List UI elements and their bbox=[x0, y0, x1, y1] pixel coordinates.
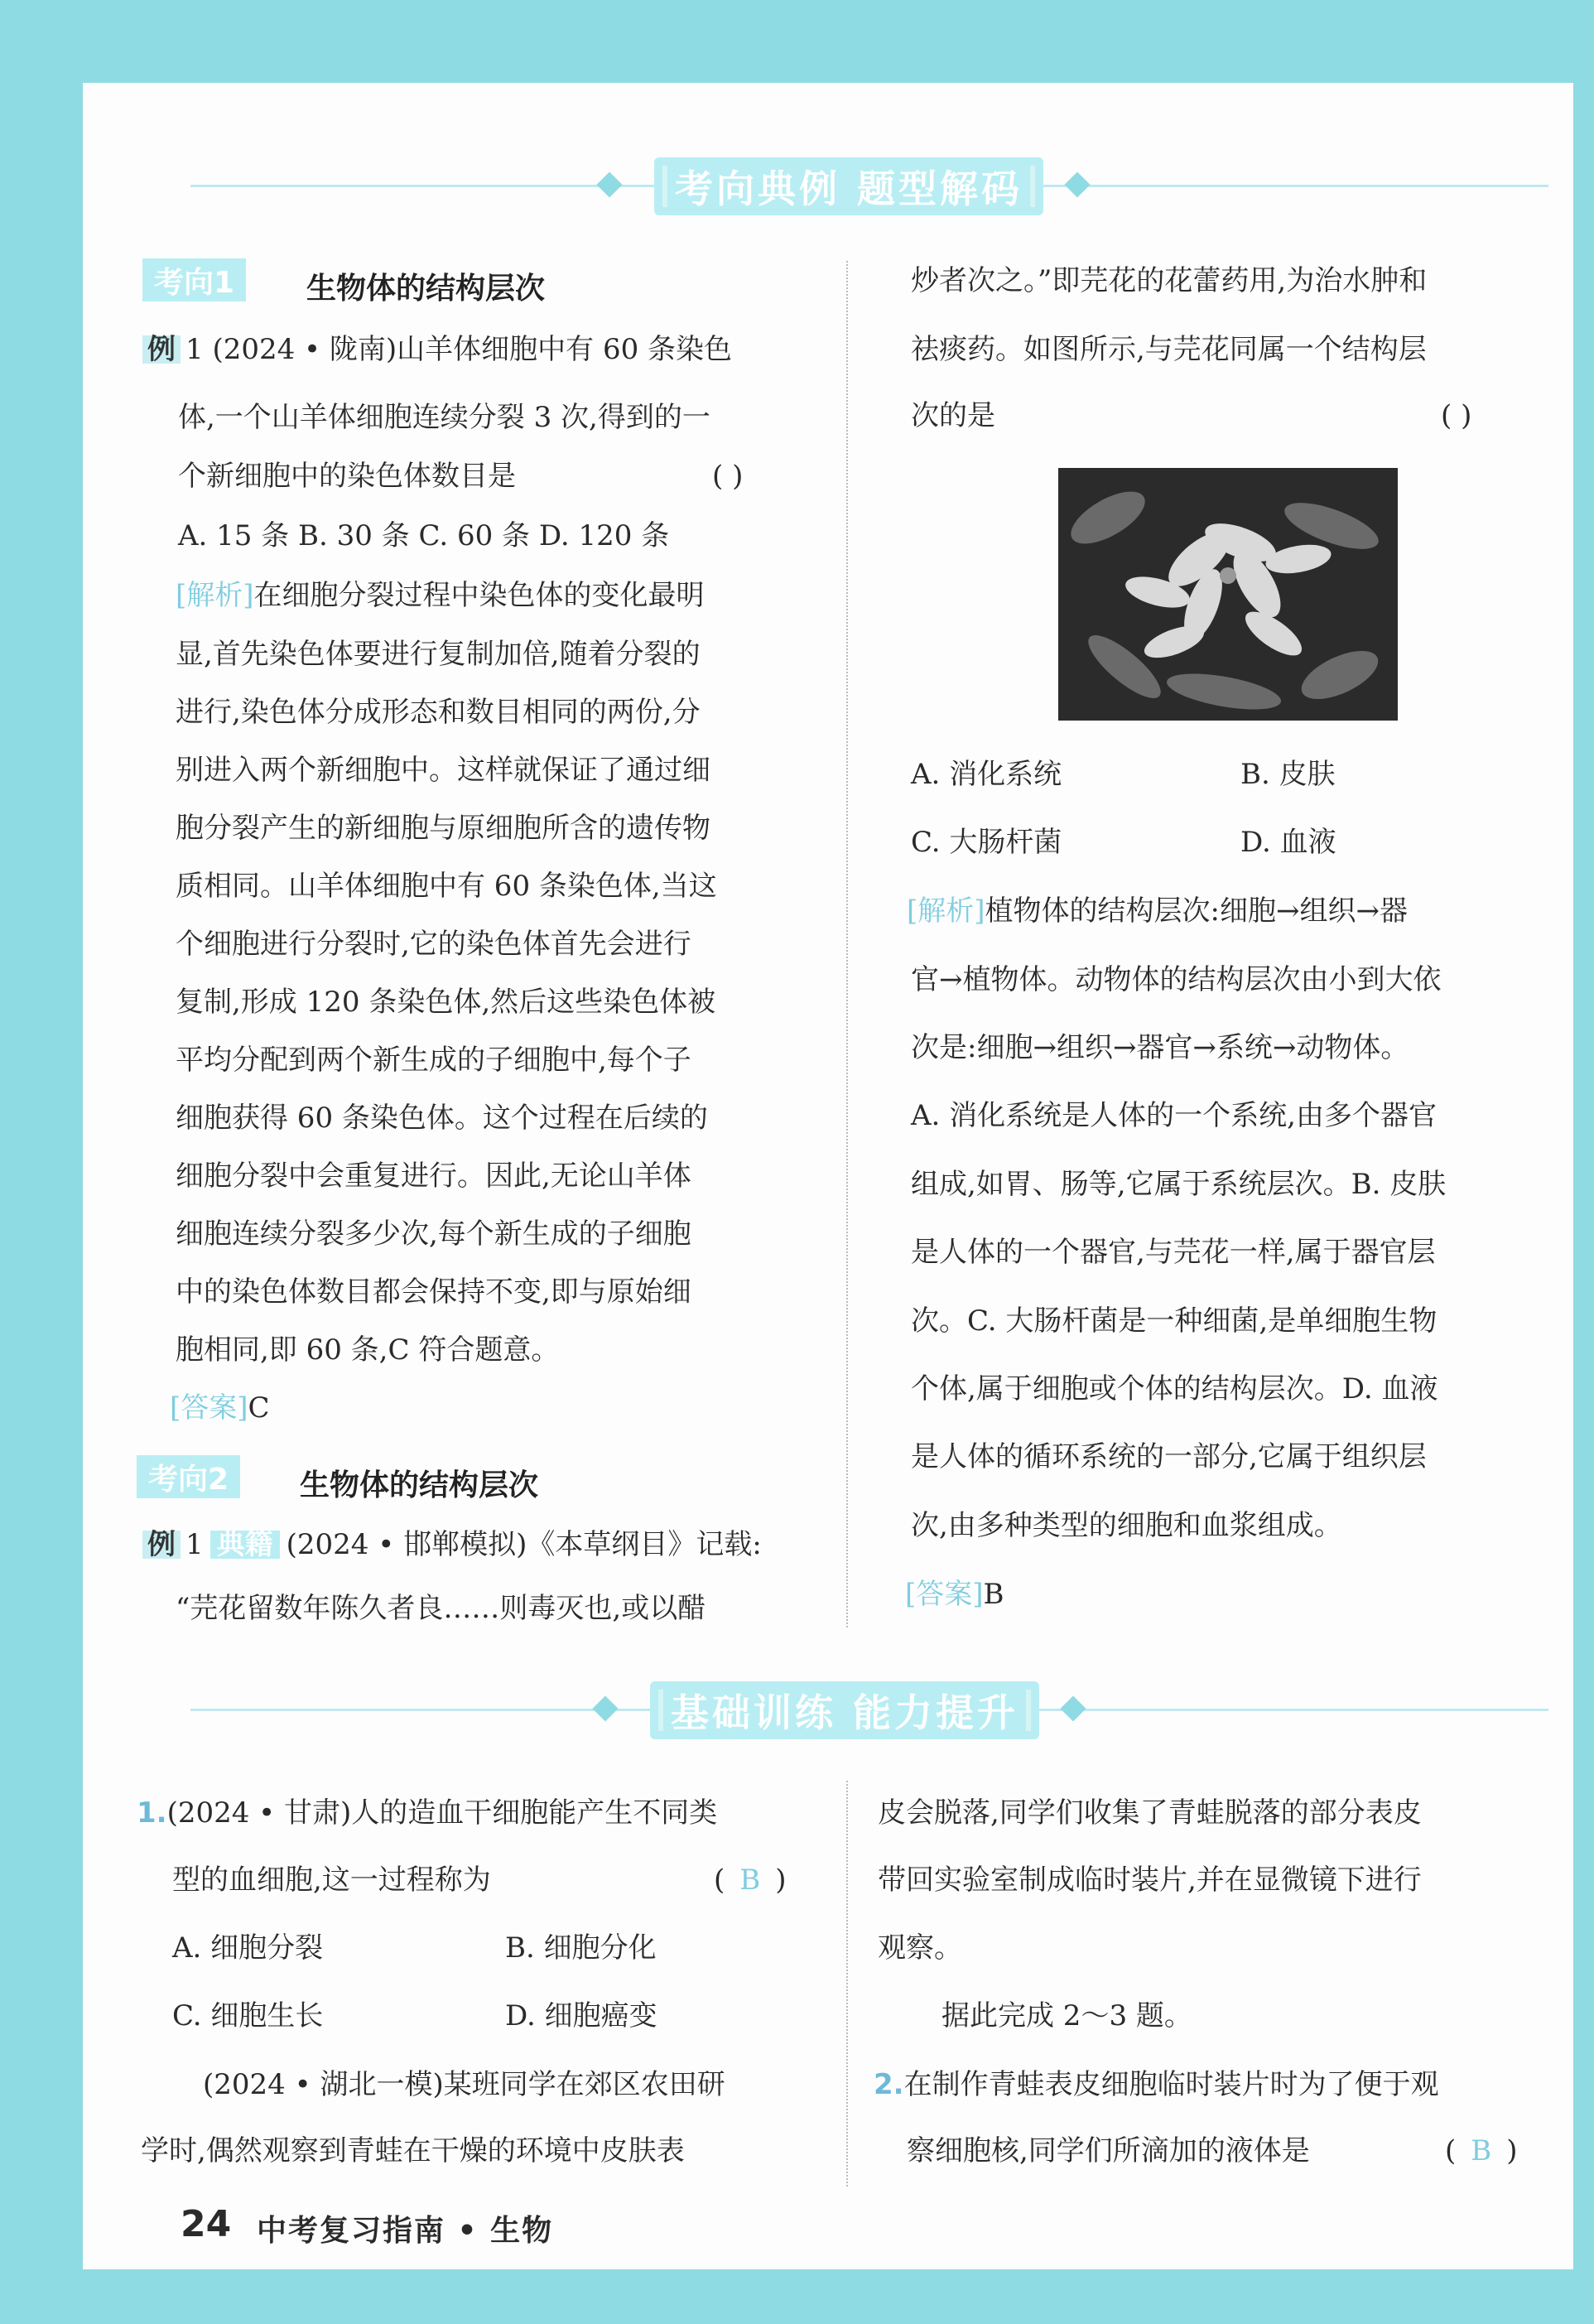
answer-label: [答案] bbox=[905, 1578, 984, 1611]
example-1-line: 体,一个山羊体细胞连续分裂 3 次,得到的一 bbox=[178, 401, 710, 434]
option-b: B. 皮肤 bbox=[1240, 758, 1336, 791]
flower-photo bbox=[1058, 468, 1398, 721]
analysis-line: 中的染色体数目都会保持不变,即与原始细 bbox=[176, 1275, 691, 1309]
analysis-label: [解析] bbox=[907, 894, 985, 928]
analysis-line: 个体,属于细胞或个体的结构层次。D. 血液 bbox=[911, 1372, 1438, 1405]
option-c: C. 细胞生长 bbox=[172, 1999, 324, 2032]
analysis-line: 个细胞进行分裂时,它的染色体首先会进行 bbox=[176, 928, 691, 961]
example-2-header bbox=[142, 1528, 762, 1561]
stem-note: 据此完成 2～3 题。 bbox=[941, 1999, 1192, 2032]
analysis-line: 复制,形成 120 条染色体,然后这些染色体被 bbox=[176, 986, 716, 1019]
section-banner-practice: 基础训练 能力提升 bbox=[650, 1681, 1039, 1739]
classic-tag: 典籍 bbox=[210, 1531, 280, 1559]
analysis-line: 组成,如胃、肠等,它属于系统层次。B. 皮肤 bbox=[911, 1168, 1447, 1201]
answer-label: [答案] bbox=[170, 1391, 248, 1425]
column-divider bbox=[846, 261, 848, 1627]
example-2-line: 炒者次之。”即芫花的花蕾药用,为治水肿和 bbox=[911, 264, 1428, 297]
example-2-line: “芫花留数年陈久者良……则毒灭也,或以醋 bbox=[176, 1592, 706, 1625]
example-number: 1 bbox=[185, 1528, 204, 1561]
example-2-analysis-first: [解析]植物体的结构层次:细胞→组织→器 bbox=[907, 894, 1408, 928]
answer-bracket: ( ) bbox=[1441, 399, 1472, 432]
page-number: 24 bbox=[181, 2203, 232, 2245]
question-2-line: 察细胞核,同学们所滴加的液体是 bbox=[907, 2134, 1310, 2167]
analysis-line: 细胞分裂中会重复进行。因此,无论山羊体 bbox=[176, 1160, 691, 1193]
analysis-line: 次是:细胞→组织→器官→系统→动物体。 bbox=[911, 1031, 1409, 1064]
topic-title-1: 生物体的结构层次 bbox=[306, 272, 546, 306]
answer-bracket: ( ) bbox=[712, 460, 744, 493]
example-1-header bbox=[142, 335, 732, 364]
example-label: 例 bbox=[142, 1531, 181, 1559]
book-title: 中考复习指南 • 生物 bbox=[257, 2214, 554, 2248]
answer-value: B bbox=[739, 1864, 761, 1897]
example-2-line: 次的是 bbox=[911, 399, 995, 432]
option-a: A. 消化系统 bbox=[911, 758, 1062, 791]
example-1-line: 个新细胞中的染色体数目是 bbox=[178, 460, 516, 493]
analysis-line: 是人体的循环系统的一部分,它属于组织层 bbox=[911, 1440, 1427, 1473]
analysis-line: 质相同。山羊体细胞中有 60 条染色体,当这 bbox=[176, 870, 717, 903]
example-2-line: 祛痰药。如图所示,与芫花同属一个结构层 bbox=[911, 333, 1427, 366]
section-banner-examples: 考向典例 题型解码 bbox=[654, 157, 1043, 215]
example-2-answer bbox=[905, 1578, 1004, 1611]
stem-line: 观察。 bbox=[878, 1931, 962, 1965]
example-2-line: (2024 • 邯郸模拟)《本草纲目》记载: bbox=[286, 1528, 762, 1561]
analysis-line: 胞相同,即 60 条,C 符合题意。 bbox=[176, 1333, 560, 1367]
analysis-label: [解析] bbox=[176, 579, 254, 612]
example-1-options: A. 15 条 B. 30 条 C. 60 条 D. 120 条 bbox=[178, 519, 670, 552]
analysis-line: 显,首先染色体要进行复制加倍,随着分裂的 bbox=[176, 638, 701, 671]
analysis-line: 是人体的一个器官,与芫花一样,属于器官层 bbox=[911, 1236, 1436, 1269]
analysis-line: 细胞获得 60 条染色体。这个过程在后续的 bbox=[176, 1102, 708, 1135]
topic-tag-2: 考向2 bbox=[137, 1455, 240, 1498]
analysis-line: 次,由多种类型的细胞和血浆组成。 bbox=[911, 1509, 1342, 1542]
example-1-analysis-first: [解析]在细胞分裂过程中染色体的变化最明 bbox=[176, 579, 705, 612]
stem-line: (2024 • 湖北一模)某班同学在郊区农田研 bbox=[203, 2068, 725, 2101]
topic-title-2: 生物体的结构层次 bbox=[300, 1468, 539, 1502]
example-1-line: (2024 • 陇南)山羊体细胞中有 60 条染色 bbox=[212, 333, 733, 366]
question-2-answer: ( B ) bbox=[1445, 2134, 1518, 2167]
question-number: 2. bbox=[874, 2068, 904, 2101]
analysis-line: 官→植物体。动物体的结构层次由小到大依 bbox=[911, 963, 1442, 996]
question-1-line: 1.(2024 • 甘肃)人的造血干细胞能产生不同类 bbox=[137, 1796, 718, 1830]
example-label: 例 bbox=[142, 335, 181, 364]
answer-value: B bbox=[1471, 2134, 1492, 2167]
option-c: C. 大肠杆菌 bbox=[911, 826, 1062, 859]
analysis-line: 胞分裂产生的新细胞与原细胞所含的遗传物 bbox=[176, 812, 710, 845]
column-divider bbox=[846, 1781, 848, 2187]
topic-tag-1: 考向1 bbox=[142, 258, 246, 301]
question-2-line: 2.在制作青蛙表皮细胞临时装片时为了便于观 bbox=[874, 2068, 1439, 2101]
question-number: 1. bbox=[137, 1796, 167, 1830]
answer-value: C bbox=[248, 1391, 270, 1425]
analysis-line: 进行,染色体分成形态和数目相同的两份,分 bbox=[176, 696, 701, 729]
option-b: B. 细胞分化 bbox=[505, 1931, 657, 1965]
stem-line: 皮会脱落,同学们收集了青蛙脱落的部分表皮 bbox=[878, 1796, 1422, 1830]
analysis-line: A. 消化系统是人体的一个系统,由多个器官 bbox=[911, 1099, 1437, 1132]
option-d: D. 血液 bbox=[1240, 826, 1336, 859]
analysis-line: 平均分配到两个新生成的子细胞中,每个子 bbox=[176, 1044, 691, 1077]
analysis-line: 次。C. 大肠杆菌是一种细菌,是单细胞生物 bbox=[911, 1304, 1437, 1338]
answer-value: B bbox=[983, 1578, 1004, 1611]
analysis-line: 细胞连续分裂多少次,每个新生成的子细胞 bbox=[176, 1217, 691, 1251]
option-a: A. 细胞分裂 bbox=[172, 1931, 324, 1965]
example-1-answer bbox=[170, 1391, 270, 1425]
question-1-line: 型的血细胞,这一过程称为 bbox=[172, 1864, 491, 1897]
example-number: 1 bbox=[185, 333, 204, 366]
stem-line: 带回实验室制成临时装片,并在显微镜下进行 bbox=[878, 1864, 1422, 1897]
analysis-line: 别进入两个新细胞中。这样就保证了通过细 bbox=[176, 754, 710, 787]
question-1-answer: ( B ) bbox=[714, 1864, 787, 1897]
option-d: D. 细胞癌变 bbox=[505, 1999, 657, 2032]
stem-line: 学时,偶然观察到青蛙在干燥的环境中皮肤表 bbox=[141, 2134, 685, 2167]
